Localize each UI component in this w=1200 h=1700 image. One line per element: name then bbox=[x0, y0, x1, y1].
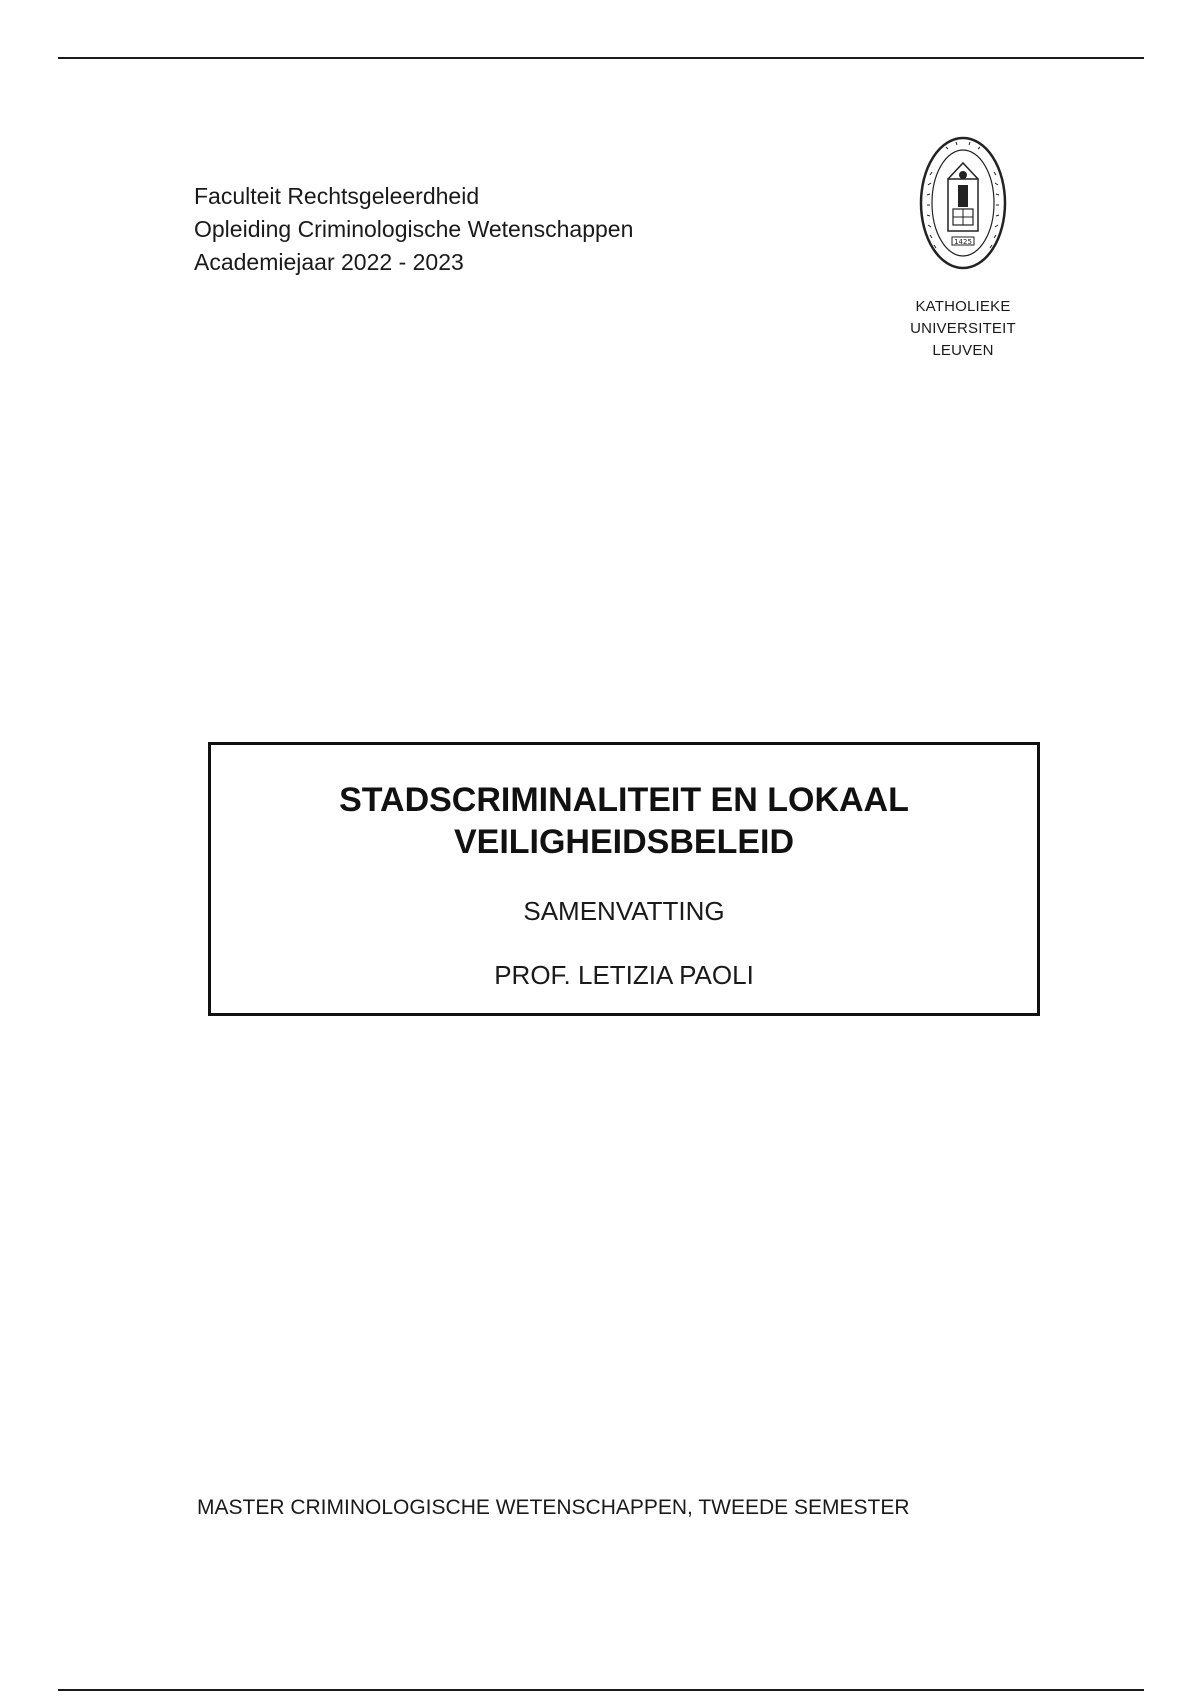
title-box bbox=[208, 742, 1040, 1016]
university-name-line: UNIVERSITEIT bbox=[910, 320, 1016, 337]
program-name: Opleiding Criminologische Wetenschappen bbox=[194, 216, 634, 242]
university-name bbox=[880, 296, 1046, 362]
ku-leuven-seal-icon bbox=[918, 135, 1008, 271]
program-semester: MASTER CRIMINOLOGISCHE WETENSCHAPPEN, TWEEDE SEMESTER bbox=[197, 1496, 910, 1519]
faculty-name: Faculteit Rechtsgeleerdheid bbox=[194, 183, 480, 209]
faculty-info bbox=[194, 180, 633, 279]
academic-year: Academiejaar 2022 - 2023 bbox=[194, 249, 464, 275]
svg-text:1425: 1425 bbox=[954, 238, 972, 246]
document-title bbox=[211, 779, 1037, 863]
top-rule bbox=[58, 57, 1144, 59]
bottom-rule bbox=[58, 1689, 1144, 1691]
document-author: PROF. LETIZIA PAOLI bbox=[494, 960, 754, 990]
university-logo bbox=[880, 135, 1046, 362]
document-subtitle: SAMENVATTING bbox=[523, 896, 725, 926]
university-name-line: KATHOLIEKE bbox=[915, 298, 1011, 315]
document-title-line: STADSCRIMINALITEIT EN LOKAAL bbox=[339, 781, 909, 819]
document-title-line: VEILIGHEIDSBELEID bbox=[453, 823, 795, 861]
university-name-line: LEUVEN bbox=[932, 342, 994, 359]
